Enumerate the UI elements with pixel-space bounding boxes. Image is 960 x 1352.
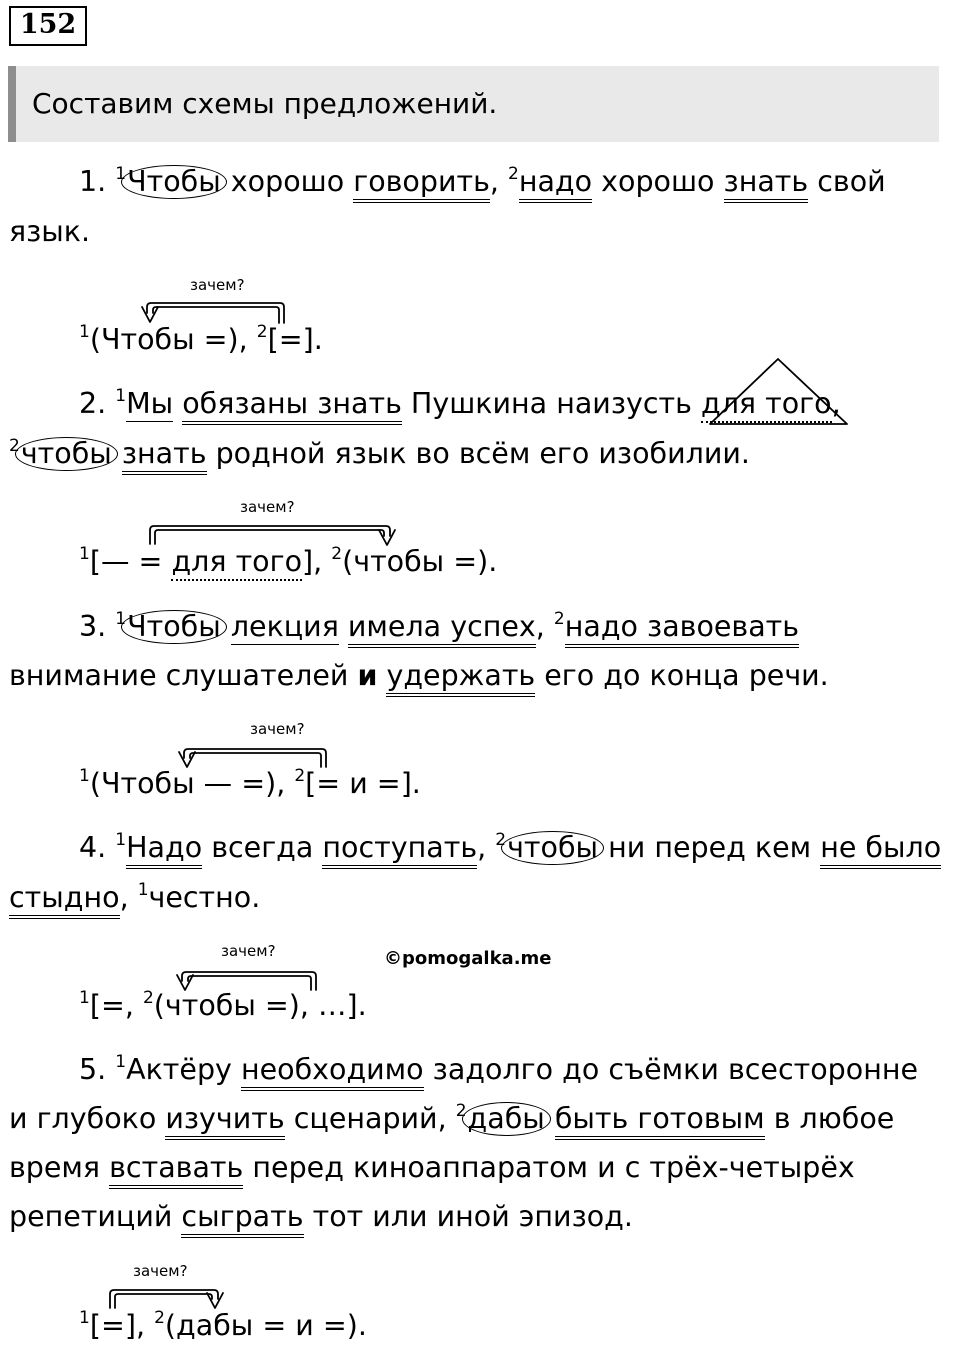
scheme-3: [79, 764, 421, 808]
part-number: 2: [154, 1308, 165, 1328]
question-label: зачем?: [221, 942, 276, 960]
predicate: поступать: [322, 831, 477, 869]
text: его до конца речи.: [535, 659, 829, 692]
question-label: зачем?: [190, 276, 245, 294]
text: ,: [119, 881, 138, 914]
header-title: Составим схемы предложений.: [32, 87, 498, 120]
question-label: зачем?: [240, 498, 295, 516]
part-number: 1: [79, 322, 90, 342]
part-number: 1: [79, 1308, 90, 1328]
sentence-5-line-1: [79, 1050, 918, 1094]
predicate: знать: [724, 165, 809, 203]
text: задолго до съёмки всесторонне: [423, 1053, 919, 1086]
sentence-5-line-2: [9, 1099, 894, 1143]
question-label: зачем?: [250, 720, 305, 738]
predicate: знать: [122, 437, 207, 475]
text: свой: [808, 165, 886, 198]
part-number: 1: [115, 830, 127, 850]
scheme-text: ],: [302, 545, 332, 578]
part-number: 2: [9, 436, 20, 456]
predicate: стыдно: [9, 881, 120, 919]
sentence-4-line-1: [79, 828, 941, 872]
conjunction-oval: чтобы: [15, 437, 118, 471]
scheme-text: (чтобы =).: [342, 545, 498, 578]
watermark: ©pomogalka.me: [384, 948, 552, 969]
predicate: обязаны знать: [182, 387, 402, 425]
text: внимание слушателей: [9, 659, 358, 692]
part-number: 1: [137, 880, 149, 900]
demonstrative-word: для того: [701, 387, 832, 423]
conjunction-oval: Чтобы: [121, 610, 227, 644]
part-number: 2: [331, 544, 343, 564]
text: хорошо: [221, 165, 354, 198]
predicate: не было: [820, 831, 941, 869]
predicate: Надо: [126, 831, 202, 869]
scheme-5: [79, 1306, 367, 1350]
scheme-text: [= и =].: [305, 767, 421, 800]
text: всегда: [202, 831, 323, 864]
part-number: 1: [79, 766, 90, 786]
scheme-text: (дабы = и =).: [164, 1309, 367, 1342]
part-number: 2: [455, 1101, 467, 1121]
part-number: 2: [495, 830, 507, 850]
conjunction-oval: чтобы: [501, 831, 604, 865]
scheme-2: [79, 542, 497, 586]
text: хорошо: [592, 165, 724, 198]
header-bar: [8, 66, 939, 142]
subject: Мы: [126, 387, 174, 420]
text: ,: [831, 387, 841, 420]
predicate: изучить: [165, 1102, 284, 1140]
sentence-1-line-1: [79, 162, 886, 206]
sentence-5-line-4: [9, 1197, 633, 1237]
sentence-1-line-2: язык.: [9, 215, 91, 248]
space: [113, 437, 122, 470]
scheme-text: [— =: [89, 545, 172, 578]
sentence-2-line-2: [9, 434, 750, 478]
sentence-2-line-1: [79, 384, 841, 428]
space: [222, 610, 231, 643]
text: Пушкина наизусть: [401, 387, 701, 420]
sentence-5-line-3: [9, 1148, 855, 1188]
sentence-4-line-2: [9, 878, 260, 922]
part-number: 1: [79, 988, 90, 1008]
scheme-text: (чтобы =), …].: [153, 989, 367, 1022]
demonstrative-word: для того: [171, 545, 302, 581]
part-number: 1: [115, 164, 127, 184]
predicate: необходимо: [241, 1053, 424, 1091]
conjunction-oval: Чтобы: [121, 165, 227, 199]
text: честно.: [148, 881, 261, 914]
sentence-3-line-1: [79, 607, 799, 651]
item-number: 4.: [79, 831, 116, 864]
text: репетиций: [9, 1200, 182, 1233]
predicate: говорить: [353, 165, 490, 203]
predicate: имела успех: [348, 610, 536, 648]
text: ,: [489, 165, 508, 198]
space: [546, 1102, 555, 1135]
item-number: 3.: [79, 610, 116, 643]
conjunction-bold: и: [357, 659, 378, 692]
part-number: 2: [256, 322, 268, 342]
scheme-text: (Чтобы — =),: [89, 767, 295, 800]
part-number: 1: [79, 544, 90, 564]
subject: лекция: [230, 610, 339, 643]
text: время: [9, 1151, 110, 1184]
space: [173, 387, 182, 420]
predicate: сыграть: [181, 1200, 303, 1238]
predicate: надо завоевать: [565, 610, 799, 648]
scheme-text: [=],: [89, 1309, 155, 1342]
scheme-text: [=,: [89, 989, 143, 1022]
sentence-3-line-2: [9, 656, 829, 696]
text: тот или иной эпизод.: [303, 1200, 633, 1233]
predicate: вставать: [109, 1151, 243, 1189]
text: перед киноаппаратом и с трёх-четырёх: [243, 1151, 855, 1184]
conjunction-oval: дабы: [462, 1102, 551, 1136]
text: Актёру: [126, 1053, 241, 1086]
part-number: 1: [115, 609, 127, 629]
text: в любое: [764, 1102, 895, 1135]
text: ни перед кем: [599, 831, 821, 864]
question-label: зачем?: [133, 1262, 188, 1280]
text: и глубоко: [9, 1102, 166, 1135]
predicate: быть готовым: [555, 1102, 765, 1140]
part-number: 1: [115, 386, 127, 406]
predicate: надо: [519, 165, 592, 203]
item-number: 5.: [79, 1053, 116, 1086]
part-number: 2: [553, 609, 565, 629]
text: ,: [477, 831, 496, 864]
scheme-text: [=].: [267, 323, 323, 356]
text: сценарий,: [284, 1102, 456, 1135]
scheme-4: [79, 986, 367, 1030]
part-number: 2: [142, 988, 154, 1008]
text: ,: [535, 610, 554, 643]
item-number: 1.: [79, 165, 116, 198]
part-number: 2: [508, 164, 519, 184]
space: [339, 610, 348, 643]
item-number: 2.: [79, 387, 116, 420]
scheme-text: (Чтобы =),: [89, 323, 257, 356]
task-number: 152: [9, 6, 87, 46]
text: родной язык во всём его изобилии.: [206, 437, 750, 470]
part-number: 2: [294, 766, 306, 786]
scheme-1: [79, 320, 323, 364]
part-number: 1: [115, 1052, 127, 1072]
predicate: удержать: [386, 659, 535, 697]
